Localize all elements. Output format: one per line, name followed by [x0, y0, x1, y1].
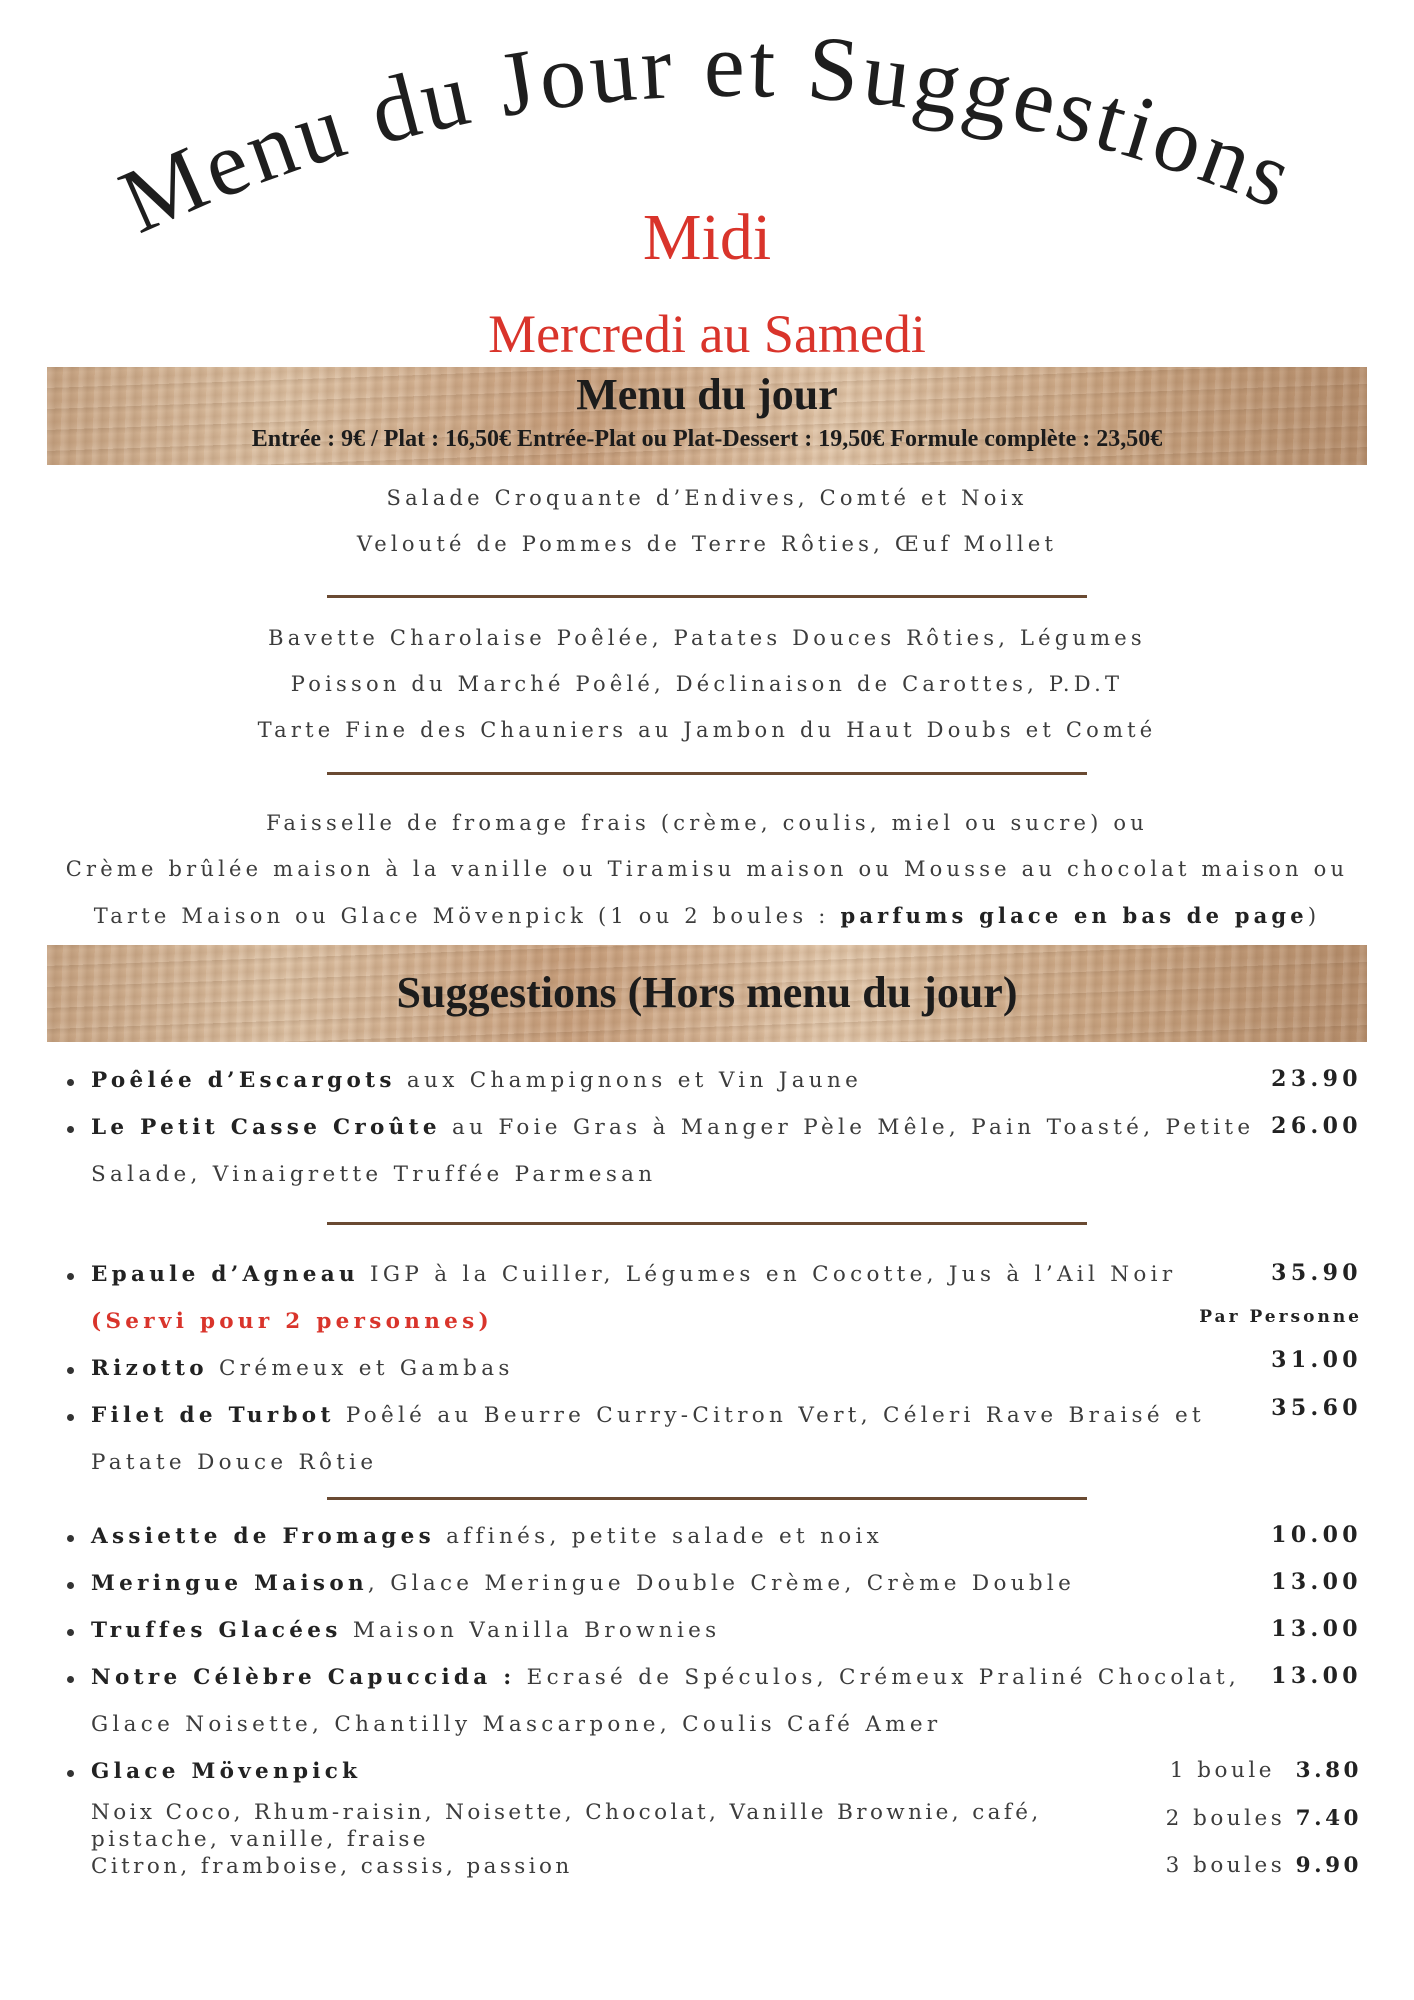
suggestion-item: Assiette de Fromages affinés, petite salade et noix [91, 1524, 884, 1549]
bullet [67, 1079, 74, 1086]
glace-flavors-note: parfums glace en bas de page [840, 903, 1308, 928]
price-note: Par Personne [1199, 1307, 1362, 1327]
bullet [67, 1770, 74, 1777]
suggestion-price: 26.00 [1271, 1113, 1362, 1139]
bullet [67, 1535, 74, 1542]
bullet [67, 1273, 74, 1280]
flavor-line: Citron, framboise, cassis, passion [91, 1854, 573, 1879]
serving-note: (Servi pour 2 personnes) [91, 1309, 494, 1334]
suggestion-item: Rizotto Crémeux et Gambas [91, 1356, 514, 1381]
dessert-line-3: Tarte Maison ou Glace Mövenpick (1 ou 2 boules : parfums glace en bas de page) [93, 903, 1321, 928]
bullet [67, 1582, 74, 1589]
divider [327, 595, 1087, 598]
suggestions-title: Suggestions (Hors menu du jour) [396, 968, 1018, 1017]
entree-1: Salade Croquante d’Endives, Comté et Noix [386, 486, 1028, 510]
suggestion-price: 13.00 [1271, 1616, 1362, 1642]
flavor-line: pistache, vanille, fraise [91, 1827, 429, 1852]
suggestion-price: 31.00 [1271, 1347, 1362, 1373]
menu-du-jour-title: Menu du jour [576, 370, 838, 419]
suggestion-item: Notre Célèbre Capuccida : Ecrasé de Spéculos, Crémeux Praliné Chocolat, [91, 1665, 1241, 1690]
bullet [67, 1676, 74, 1683]
suggestion-price: 23.90 [1271, 1066, 1362, 1092]
suggestion-price: 35.60 [1271, 1395, 1362, 1421]
divider [327, 1222, 1087, 1225]
menu-du-jour-prices: Entrée : 9€ / Plat : 16,50€ Entrée-Plat ou Plat-Dessert : 19,50€ Formule complète : 23,50€ [251, 426, 1163, 452]
bullet [67, 1367, 74, 1374]
suggestion-item: Truffes Glacées Maison Vanilla Brownies [91, 1618, 721, 1643]
entree-2: Velouté de Pommes de Terre Rôties, Œuf Mollet [356, 532, 1058, 556]
glace-option: 3 boules 9.90 [1165, 1853, 1362, 1878]
glace-option: 2 boules 7.40 [1165, 1806, 1362, 1831]
suggestion-price: 35.90 [1271, 1260, 1362, 1286]
suggestion-item: Le Petit Casse Croûte au Foie Gras à Manger Pèle Mêle, Pain Toasté, Petite [91, 1115, 1255, 1140]
service-period: Midi [642, 201, 772, 274]
divider [327, 772, 1087, 775]
suggestion-item: Meringue Maison, Glace Meringue Double Crème, Crème Double [91, 1571, 1076, 1596]
suggestion-item: Filet de Turbot Poêlé au Beurre Curry-Citron Vert, Céleri Rave Braisé et [91, 1403, 1205, 1428]
suggestion-item-continued: Patate Douce Rôtie [91, 1450, 378, 1475]
bullet [67, 1414, 74, 1421]
days-open: Mercredi au Samedi [488, 304, 926, 364]
flavor-line: Noix Coco, Rhum-raisin, Noisette, Chocolat, Vanille Brownie, café, [91, 1800, 1042, 1825]
suggestions-banner [47, 945, 1367, 1042]
plat-3: Tarte Fine des Chauniers au Jambon du Haut Doubs et Comté [257, 718, 1157, 742]
plat-2: Poisson du Marché Poêlé, Déclinaison de Carottes, P.D.T [290, 672, 1124, 696]
glace-option: 1 boule 3.80 [1169, 1758, 1362, 1783]
suggestion-item: Poêlée d’Escargots aux Champignons et Vin Jaune [91, 1068, 863, 1093]
dessert-line-2: Crème brûlée maison à la vanille ou Tiramisu maison ou Mousse au chocolat maison ou [65, 857, 1349, 881]
glace-flavors [91, 1797, 1042, 1882]
bullet [67, 1126, 74, 1133]
menu-title-text: Menu du Jour et Suggestions [105, 13, 1310, 253]
suggestion-price: 10.00 [1271, 1522, 1362, 1548]
suggestion-item-continued: Glace Noisette, Chantilly Mascarpone, Coulis Café Amer [91, 1712, 942, 1737]
menu-du-jour-banner [47, 367, 1367, 465]
suggestion-price: 13.00 [1271, 1663, 1362, 1689]
plat-1: Bavette Charolaise Poêlée, Patates Douces Rôties, Légumes [268, 626, 1146, 650]
suggestion-item: Epaule d’Agneau IGP à la Cuiller, Légumes en Cocotte, Jus à l’Ail Noir [91, 1262, 1177, 1287]
suggestion-price: 13.00 [1271, 1569, 1362, 1595]
divider [327, 1497, 1087, 1500]
dessert-line-1: Faisselle de fromage frais (crème, coulis, miel ou sucre) ou [266, 811, 1148, 835]
glace-item: Glace Mövenpick [91, 1759, 362, 1784]
suggestion-item-continued: Salade, Vinaigrette Truffée Parmesan [91, 1162, 657, 1187]
bullet [67, 1629, 74, 1636]
